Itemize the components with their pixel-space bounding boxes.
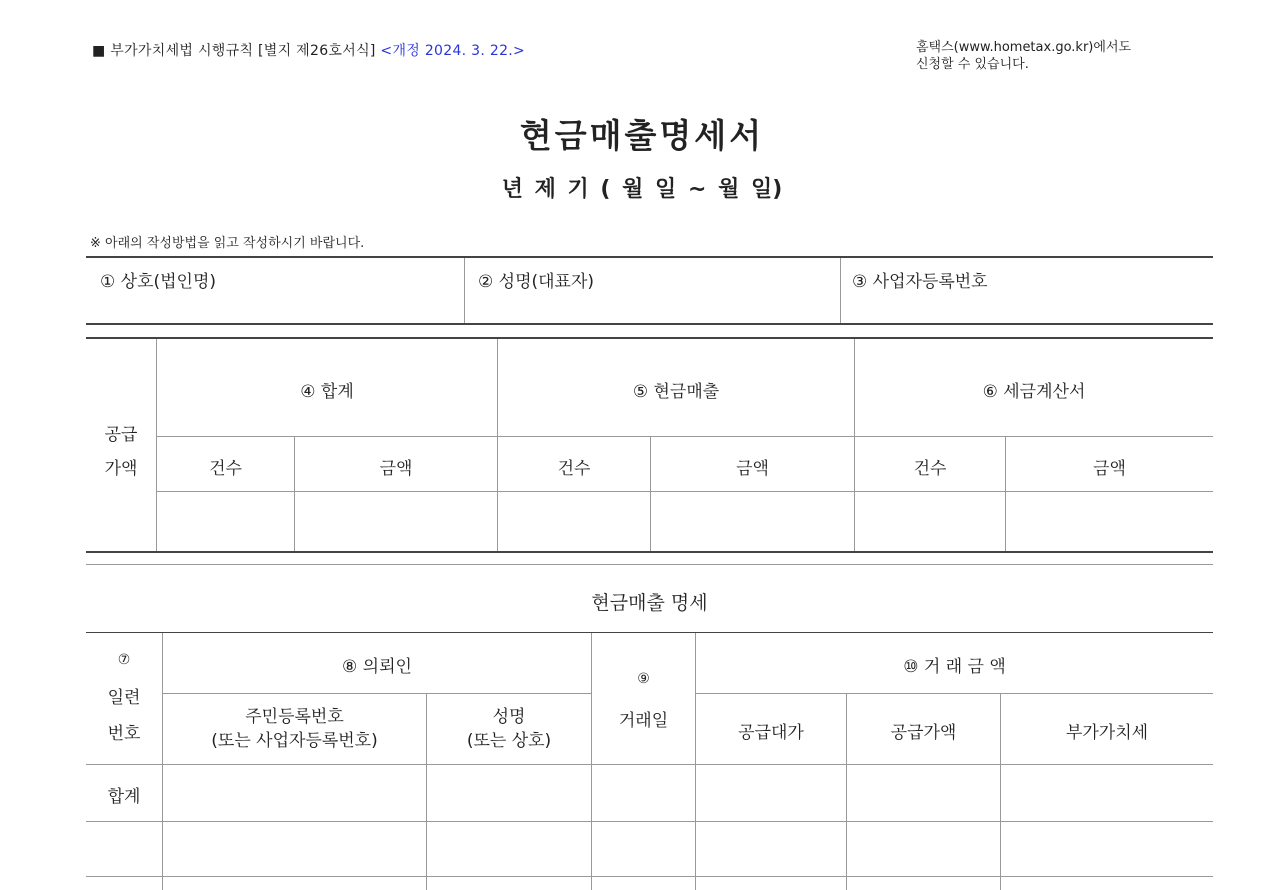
online-note-line1: 홈택스(www.hometax.go.kr)에서도 [916,40,1132,55]
period-line: 년 제 기 ( 월 일 ~ 월 일) [501,177,783,202]
detail-title-top-rule [86,564,1213,565]
revision-date: <개정 2024. 3. 22.> [380,43,526,59]
tax-invoice-header: ⑥ 세금계산서 [982,382,1086,402]
supply-value-row-label [86,418,156,486]
vat-header: 부가가치세 [1065,723,1149,743]
reg-number-label: ③ 사업자등록번호 [852,272,988,292]
id-header-line2: (또는 사업자등록번호) [211,731,378,751]
transaction-amount-header: ⑩ 거 래 금 액 [903,657,1006,677]
id-header-line1: 주민등록번호 [245,707,344,727]
cash-sales-header: ⑤ 현금매출 [632,382,720,402]
serial-label [86,680,162,752]
section1-divider-1 [464,258,465,323]
cash-count-header: 건수 [557,459,591,479]
supply-label-line1: 공급 [104,425,138,445]
detail-row-line-header [86,764,1213,765]
detail-table-top-border [86,632,1213,633]
invoice-count-header: 건수 [913,459,947,479]
supply-row-line-1 [157,436,1213,437]
section1-divider-2 [840,258,841,323]
id-number-header [163,705,426,753]
form-title: 현금매출명세서 [519,116,765,155]
supply-price-header: 공급대가 [738,723,804,743]
invoice-amount-header: 금액 [1093,459,1126,479]
supply-col-line-0 [156,339,157,551]
serial-mark: ⑦ [117,652,131,668]
client-header: ⑧ 의뢰인 [342,657,412,677]
total-amount-header: 금액 [379,459,413,479]
section1-top-border [86,256,1213,258]
form-reference [92,40,525,60]
date-mark: ⑨ [637,671,650,687]
name-header-line1: 성명 [492,707,526,727]
cash-amount-header: 금액 [736,459,769,479]
total-header: ④ 합계 [300,382,354,402]
supply-col-line-1 [497,339,498,551]
supply-table-top-border [86,337,1213,339]
online-note-line2: 신청할 수 있습니다. [916,57,1029,72]
serial-label-line1: 일련 [107,688,141,708]
detail-section-title: 현금매출 명세 [591,592,708,614]
detail-row-line-entry [86,876,1213,877]
client-name-header [427,705,591,753]
supply-table-bottom-border [86,551,1213,553]
detail-row-line-total [86,821,1213,822]
section1-bottom-border [86,323,1213,325]
total-row-label: 합계 [107,787,141,807]
online-filing-note [916,39,1131,73]
supply-col-line-2 [854,339,855,551]
form-ref-text: ■ 부가가치세법 시행규칙 [별지 제26호서식] [92,43,376,59]
detail-row-line-amount [696,693,1213,694]
business-name-label: ① 상호(법인명) [100,272,217,292]
supply-value-header: 공급가액 [890,723,957,743]
representative-label: ② 성명(대표자) [478,272,595,292]
detail-row-line-client [163,693,591,694]
supply-row-line-2 [157,491,1213,492]
total-count-header: 건수 [209,459,242,479]
instruction-note: ※ 아래의 작성방법을 읽고 작성하시기 바랍니다. [90,236,365,251]
supply-label-line2: 가액 [104,459,138,479]
name-header-line2: (또는 상호) [466,731,552,751]
serial-label-line2: 번호 [107,724,141,744]
transaction-date-header: 거래일 [618,711,669,731]
